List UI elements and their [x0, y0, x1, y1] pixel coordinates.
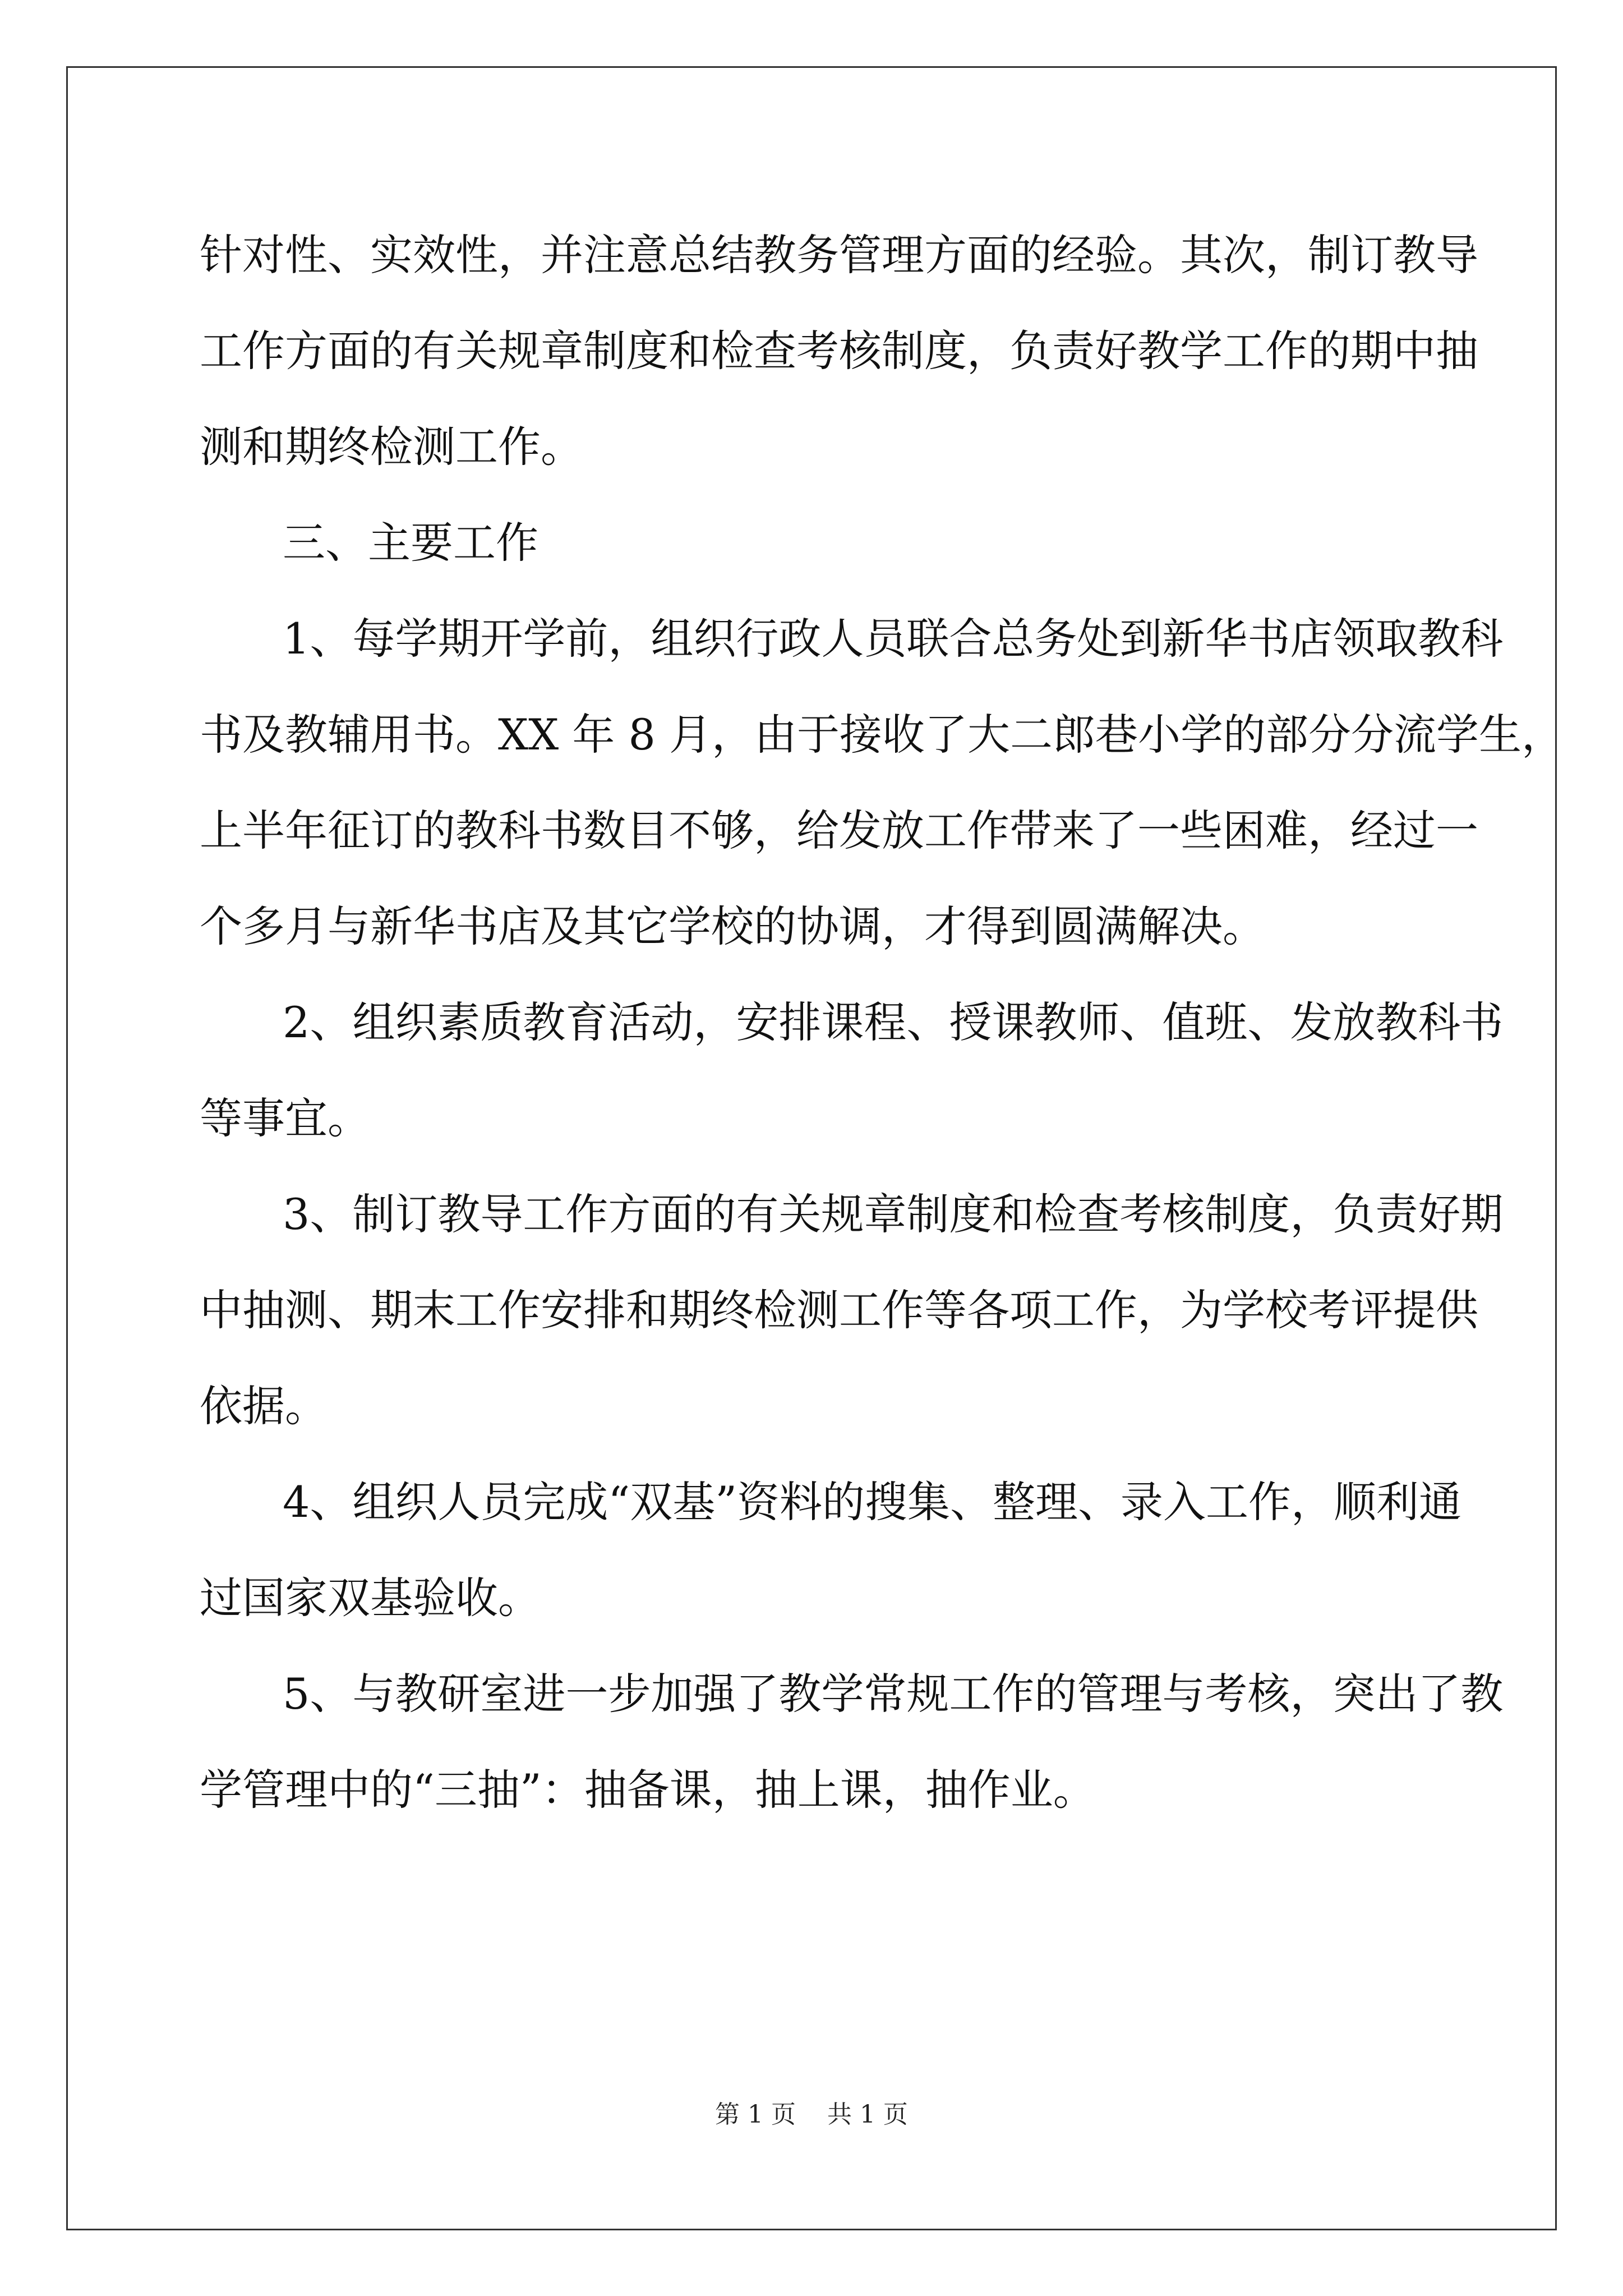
text-line: 依据。 — [200, 1381, 328, 1431]
text-line: 1、每学期开学前，组织行政人员联合总务处到新华书店领取教科 — [283, 614, 1504, 664]
text-line: 工作方面的有关规章制度和检查考核制度，负责好教学工作的期中抽 — [200, 326, 1478, 376]
text-line: 2、组织素质教育活动，安排课程、授课教师、值班、发放教科书 — [283, 997, 1504, 1047]
page-number: 第 1 页 — [715, 2100, 796, 2129]
text-line: 针对性、实效性，并注意总结教务管理方面的经验。其次，制订教导 — [200, 230, 1478, 280]
text-line: 3、制订教导工作方面的有关规章制度和检查考核制度，负责好期 — [283, 1189, 1504, 1239]
text-line: 5、与教研室进一步加强了教学常规工作的管理与考核，突出了教 — [283, 1669, 1504, 1719]
text-line: 学管理中的“三抽”：抽备课，抽上课，抽作业。 — [200, 1765, 1096, 1815]
text-line: 个多月与新华书店及其它学校的协调，才得到圆满解决。 — [200, 901, 1265, 951]
page-total: 共 1 页 — [827, 2100, 908, 2129]
text-line: 书及教辅用书。XX 年 8 月，由于接收了大二郎巷小学的部分分流学生， — [200, 710, 1565, 760]
text-line: 过国家双基验收。 — [200, 1573, 541, 1623]
section-heading: 三、主要工作 — [283, 518, 538, 568]
page-border — [66, 66, 1565, 2230]
text-line: 4、组织人员完成“双基”资料的搜集、整理、录入工作，顺利通 — [283, 1477, 1462, 1527]
text-line: 上半年征订的教科书数目不够，给发放工作带来了一些困难，经过一 — [200, 806, 1478, 855]
text-line: 等事宜。 — [200, 1093, 370, 1143]
page-footer — [0, 2098, 1623, 2132]
text-line: 中抽测、期末工作安排和期终检测工作等各项工作，为学校考评提供 — [200, 1285, 1478, 1335]
text-line: 测和期终检测工作。 — [200, 422, 583, 472]
